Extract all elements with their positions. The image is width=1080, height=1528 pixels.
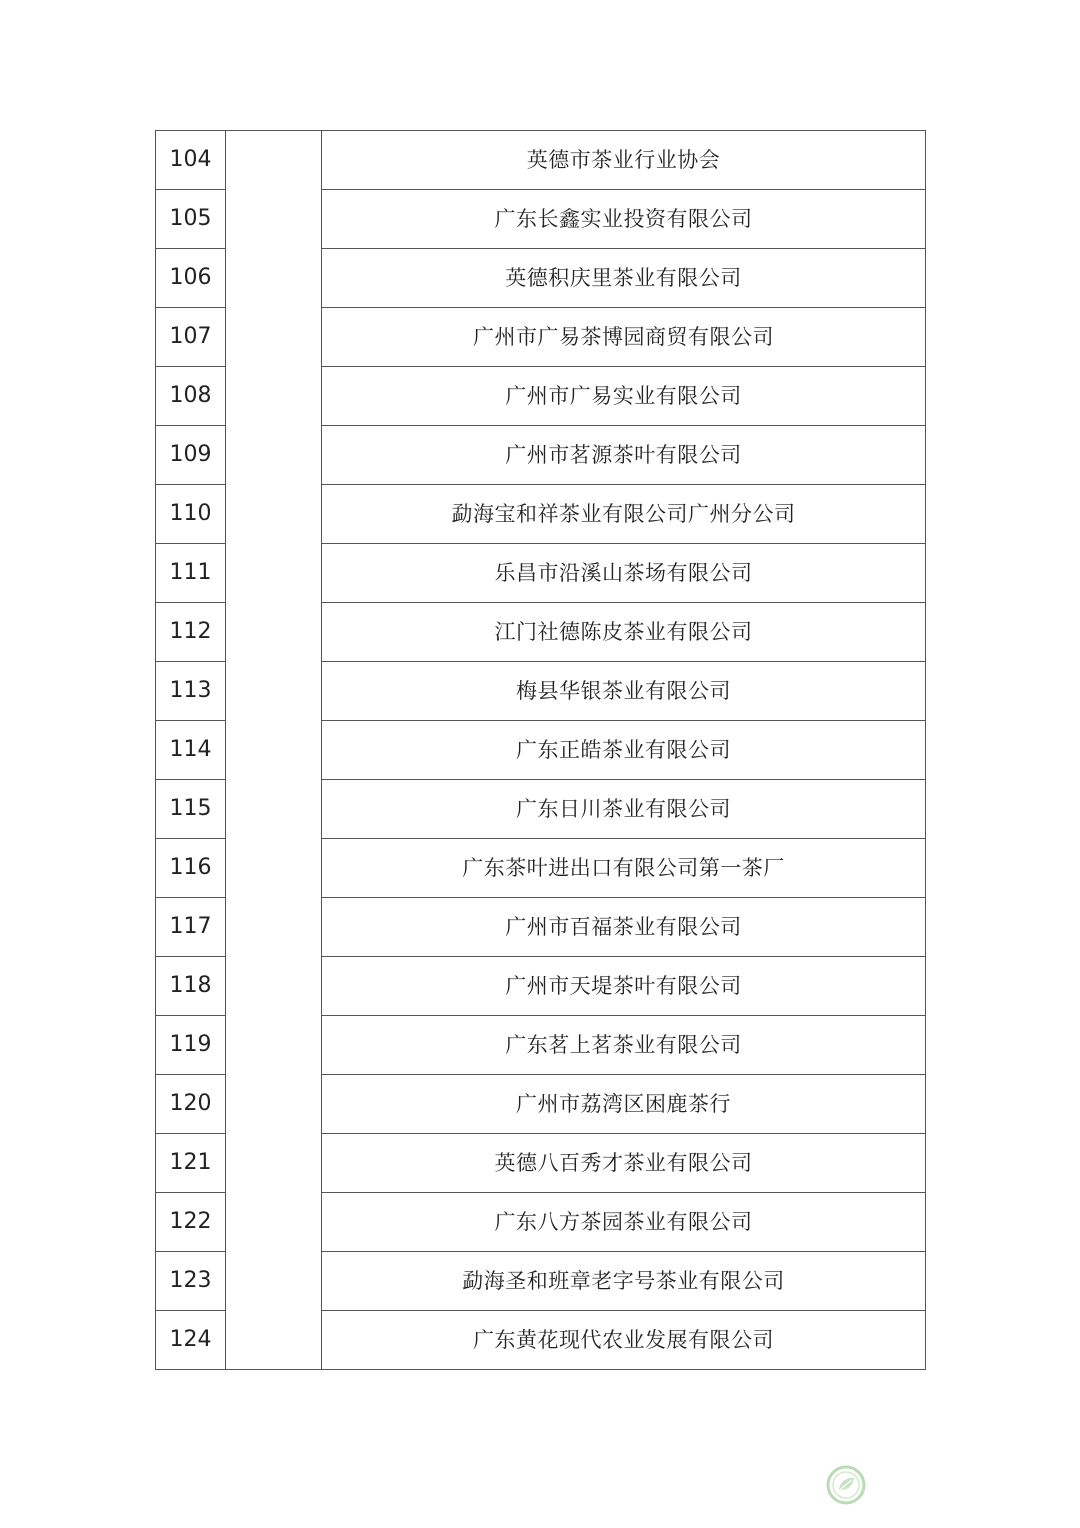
row-number: 109 [156,426,226,485]
table-row [156,721,926,780]
blank-cell [226,603,322,662]
row-number: 123 [156,1252,226,1311]
blank-cell [226,249,322,308]
table-row [156,367,926,426]
row-number: 122 [156,1193,226,1252]
blank-cell [226,190,322,249]
row-number: 117 [156,898,226,957]
table-row [156,485,926,544]
table-row [156,1016,926,1075]
table-row [156,603,926,662]
member-table [155,130,926,1370]
blank-cell [226,485,322,544]
blank-cell [226,1075,322,1134]
table-row [156,1134,926,1193]
leaf-logo-icon [826,1465,866,1505]
blank-cell [226,662,322,721]
blank-cell [226,957,322,1016]
blank-cell [226,721,322,780]
blank-cell [226,898,322,957]
row-number: 119 [156,1016,226,1075]
organization-name: 广州市荔湾区困鹿茶行 [322,1075,926,1134]
blank-cell [226,131,322,190]
organization-name: 广东茗上茗茶业有限公司 [322,1016,926,1075]
organization-name: 乐昌市沿溪山茶场有限公司 [322,544,926,603]
organization-name: 江门社德陈皮茶业有限公司 [322,603,926,662]
row-number: 107 [156,308,226,367]
table-row [156,544,926,603]
organization-name: 英德八百秀才茶业有限公司 [322,1134,926,1193]
organization-name: 英德市茶业行业协会 [322,131,926,190]
table-row [156,308,926,367]
organization-name: 勐海宝和祥茶业有限公司广州分公司 [322,485,926,544]
table-row [156,957,926,1016]
table-row [156,190,926,249]
blank-cell [226,308,322,367]
row-number: 115 [156,780,226,839]
table-row [156,1075,926,1134]
organization-name: 广东茶叶进出口有限公司第一茶厂 [322,839,926,898]
table-row [156,662,926,721]
organization-name: 广东黄花现代农业发展有限公司 [322,1311,926,1370]
blank-cell [226,367,322,426]
table-row [156,780,926,839]
blank-cell [226,426,322,485]
row-number: 110 [156,485,226,544]
organization-name: 广州市百福茶业有限公司 [322,898,926,957]
blank-cell [226,839,322,898]
row-number: 116 [156,839,226,898]
row-number: 111 [156,544,226,603]
row-number: 108 [156,367,226,426]
row-number: 113 [156,662,226,721]
table-row [156,1252,926,1311]
blank-cell [226,1134,322,1193]
organization-name: 勐海圣和班章老字号茶业有限公司 [322,1252,926,1311]
organization-name: 广东长鑫实业投资有限公司 [322,190,926,249]
organization-name: 广东八方茶园茶业有限公司 [322,1193,926,1252]
row-number: 118 [156,957,226,1016]
row-number: 121 [156,1134,226,1193]
blank-cell [226,1016,322,1075]
blank-cell [226,1311,322,1370]
table-row [156,131,926,190]
row-number: 124 [156,1311,226,1370]
organization-name: 广州市茗源茶叶有限公司 [322,426,926,485]
blank-cell [226,780,322,839]
member-table-body [156,131,926,1370]
table-row [156,898,926,957]
organization-name: 广州市天堤茶叶有限公司 [322,957,926,1016]
row-number: 104 [156,131,226,190]
organization-name: 广州市广易茶博园商贸有限公司 [322,308,926,367]
row-number: 114 [156,721,226,780]
organization-name: 英德积庆里茶业有限公司 [322,249,926,308]
table-row [156,839,926,898]
organization-name: 广东日川茶业有限公司 [322,780,926,839]
row-number: 106 [156,249,226,308]
table-row [156,1193,926,1252]
row-number: 112 [156,603,226,662]
row-number: 120 [156,1075,226,1134]
organization-name: 广州市广易实业有限公司 [322,367,926,426]
row-number: 105 [156,190,226,249]
table-row [156,426,926,485]
blank-cell [226,1252,322,1311]
table-row [156,249,926,308]
organization-name: 广东正皓茶业有限公司 [322,721,926,780]
organization-name: 梅县华银茶业有限公司 [322,662,926,721]
table-row [156,1311,926,1370]
blank-cell [226,544,322,603]
blank-cell [226,1193,322,1252]
